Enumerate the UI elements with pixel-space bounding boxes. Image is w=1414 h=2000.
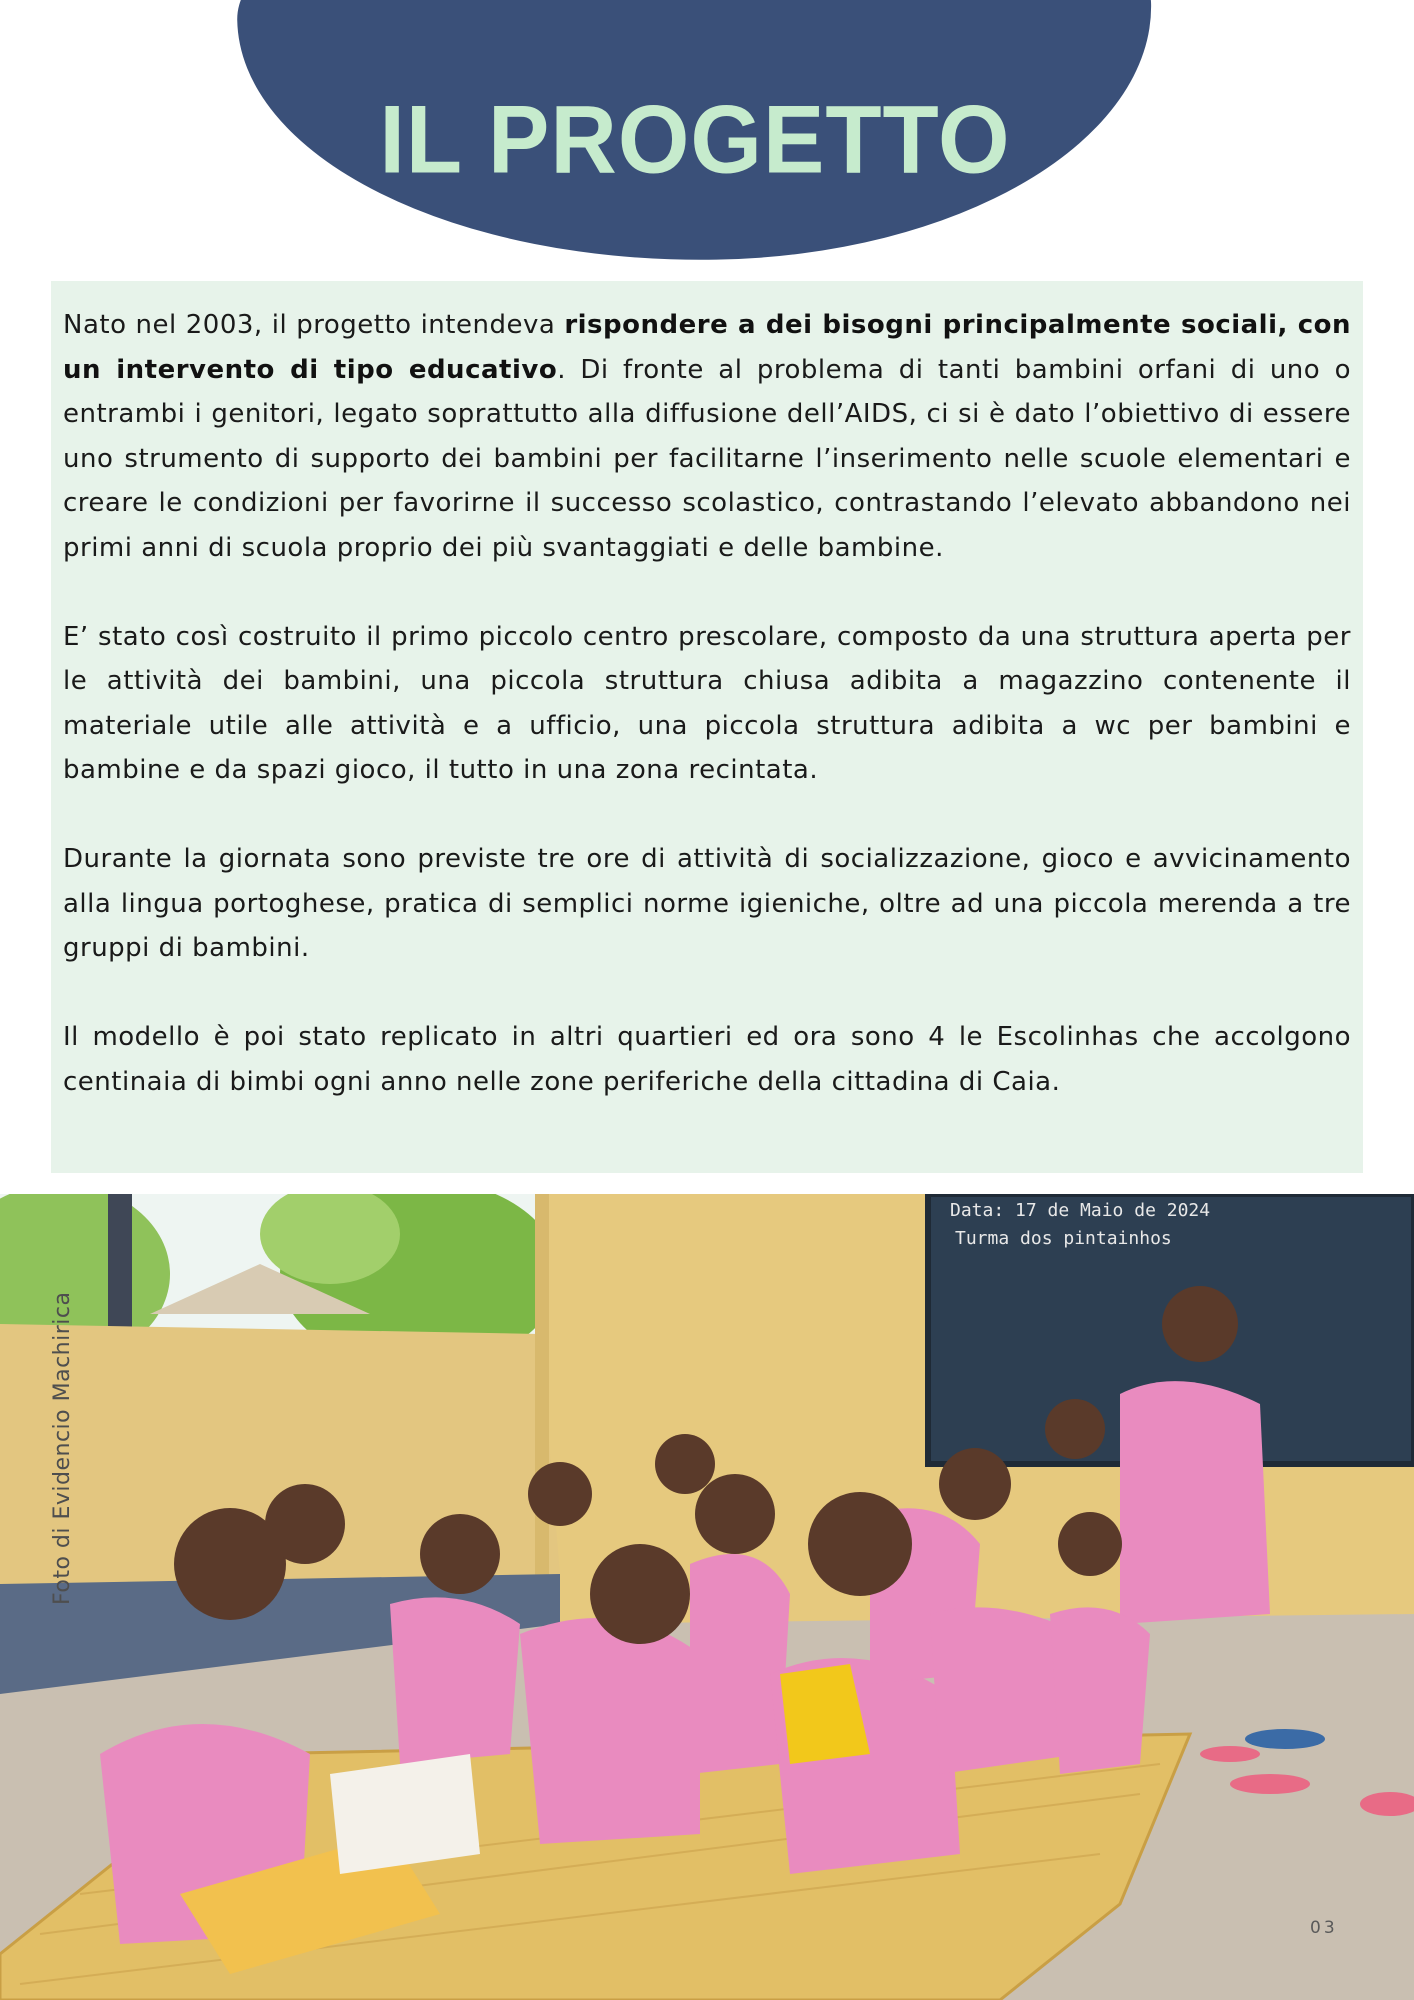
blackboard-line-1: Data: 17 de Maio de 2024	[950, 1200, 1211, 1221]
paragraph-1	[63, 303, 1351, 570]
paragraph-1-highlight: rispondere a dei bisogni principalmente sociali, con un intervento di tipo educativo	[63, 310, 1351, 385]
paragraph-1-start: Nato nel 2003, il progetto intendeva	[63, 310, 565, 340]
classroom-photo	[0, 1194, 1414, 2000]
paragraph-3: Durante la giornata sono previste tre ore di attività di socializzazione, gioco e avvicinamento alla lingua portoghese, pratica di semplici norme igieniche, oltre ad una piccola merenda a tre gruppi di bambini.	[63, 844, 1351, 963]
paragraph-1-rest: . Di fronte al problema di tanti bambini orfani di uno o entrambi i genitori, legato soprattutto alla diffusione dell’AIDS, ci si è dato l’obiettivo di essere uno strumento di supporto dei bambini per facilitarne l’inserimento nelle scuole elementari e creare le condizioni per favorirne il successo scolastico, contrastando l’elevato abbandono nei primi anni di scuola proprio dei più svantaggiati e delle bambine.	[63, 354, 1351, 563]
paragraph-4: Il modello è poi stato replicato in altri quartieri ed ora sono 4 le Escolinhas che accolgono centinaia di bimbi ogni anno nelle zone periferiche della cittadina di Caia.	[63, 1022, 1351, 1097]
paragraph-2: E’ stato così costruito il primo piccolo centro prescolare, composto da una struttura aperta per le attività dei bambini, una piccola struttura chiusa adibita a magazzino contenente il materiale utile alle attività e a ufficio, una piccola struttura adibita a wc per bambini e bambine e da spazi gioco, il tutto in una zona recintata.	[63, 621, 1351, 785]
photo-credit: Foto di Evidencio Machirica	[50, 1291, 75, 1605]
page-number: 03	[1310, 1918, 1338, 1938]
intro-text-panel	[51, 281, 1363, 1173]
classroom-photo-illustration	[0, 1194, 1414, 2000]
blackboard-line-2: Turma dos pintainhos	[955, 1228, 1172, 1249]
page-title: IL PROGETTO	[379, 86, 1011, 194]
